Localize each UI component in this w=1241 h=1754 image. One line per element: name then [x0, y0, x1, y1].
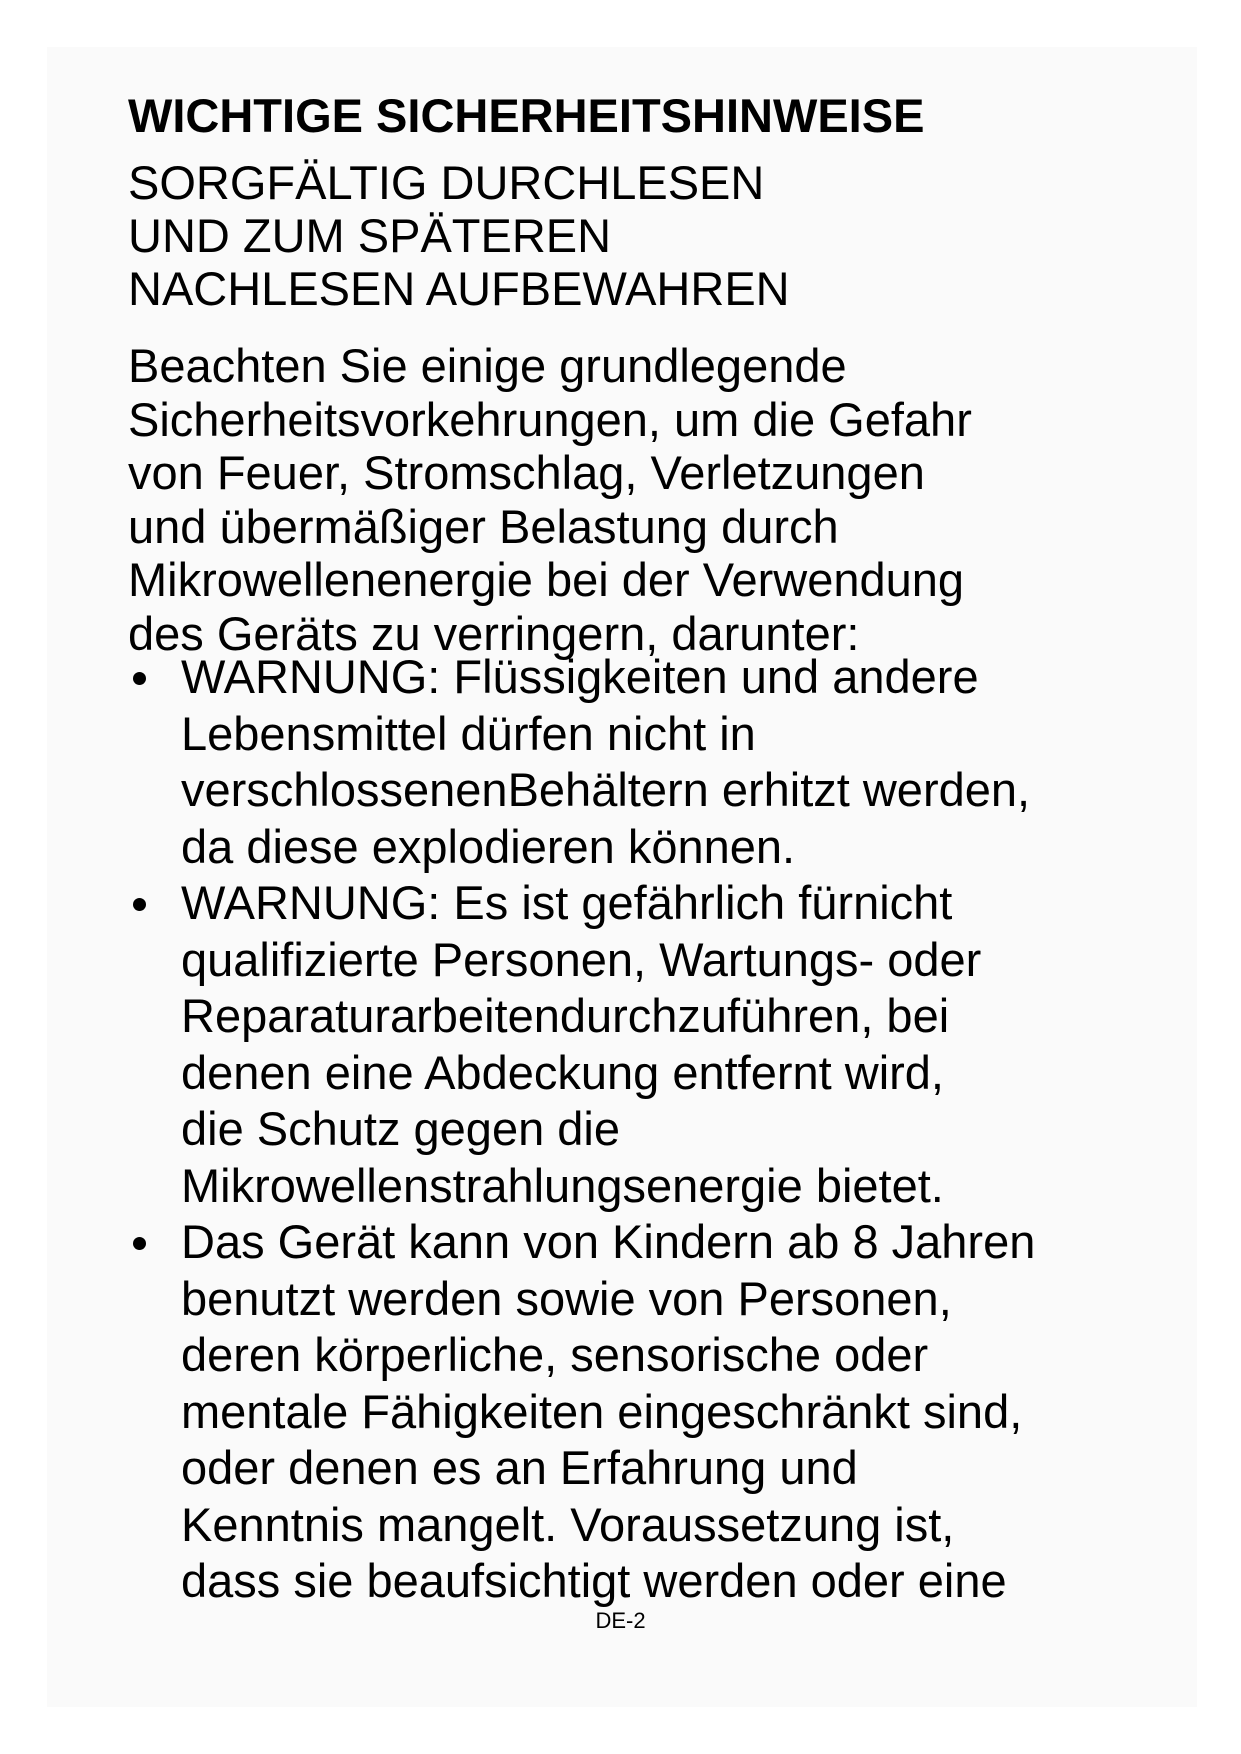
- bullet-icon: [133, 1237, 146, 1250]
- bullet-line: WARNUNG: Es ist gefährlich fürnicht: [181, 876, 953, 929]
- bullet-icon: [133, 898, 146, 911]
- bullet-text: [181, 1214, 1128, 1610]
- bullet-line: da diese explodieren können.: [181, 819, 796, 873]
- bullet-line: verschlossenenBehältern erhitzt werden,: [181, 763, 1031, 816]
- subtitle-line: UND ZUM SPÄTEREN: [128, 209, 612, 262]
- list-item: [128, 649, 1128, 875]
- intro-line: des Geräts zu verringern, darunter:: [128, 606, 860, 660]
- bullet-line: die Schutz gegen die: [181, 1102, 620, 1155]
- bullet-line: WARNUNG: Flüssigkeiten und andere: [181, 650, 979, 703]
- intro-line: Sicherheitsvorkehrungen, um die Gefahr: [128, 392, 972, 446]
- bullet-line: denen eine Abdeckung entfernt wird,: [181, 1045, 944, 1099]
- bullet-line: deren körperliche, sensorische oder: [181, 1328, 929, 1381]
- intro-line: Mikrowellenenergie bei der Verwendung: [128, 553, 965, 606]
- bullet-icon: [133, 672, 146, 685]
- bullet-line: Reparaturarbeitendurchzuführen, bei: [181, 989, 950, 1042]
- page-title: WICHTIGE SICHERHEITSHINWEISE: [128, 89, 925, 142]
- bullet-text: [181, 649, 1128, 875]
- subtitle: [128, 156, 1128, 315]
- subtitle-line: SORGFÄLTIG DURCHLESEN: [128, 156, 765, 209]
- list-item: [128, 1214, 1128, 1610]
- bullet-line: mentale Fähigkeiten eingeschränkt sind,: [181, 1384, 1023, 1438]
- bullet-line: dass sie beaufsichtigt werden oder eine: [181, 1554, 1007, 1607]
- list-item: [128, 875, 1128, 1214]
- bullet-line: Das Gerät kann von Kindern ab 8 Jahren: [181, 1215, 1036, 1268]
- bullet-line: qualifizierte Personen, Wartungs- oder: [181, 932, 982, 986]
- document-content: [128, 88, 1128, 1610]
- intro-line: und übermäßiger Belastung durch: [128, 499, 839, 553]
- bullet-line: benutzt werden sowie von Personen,: [181, 1271, 952, 1325]
- bullet-line: Lebensmittel dürfen nicht in: [181, 706, 756, 760]
- bullet-line: oder denen es an Erfahrung und: [181, 1441, 858, 1494]
- bullet-line: Kenntnis mangelt. Voraussetzung ist,: [181, 1497, 955, 1551]
- intro-paragraph: [128, 339, 1128, 660]
- intro-line: von Feuer, Stromschlag, Verletzungen: [128, 446, 925, 499]
- subtitle-line: NACHLESEN AUFBEWAHREN: [128, 262, 790, 315]
- bullet-text: [181, 875, 1128, 1214]
- page-number: DE-2: [595, 1608, 646, 1633]
- safety-bullet-list: [128, 649, 1128, 1610]
- bullet-line: Mikrowellenstrahlungsenergie bietet.: [181, 1158, 944, 1212]
- intro-line: Beachten Sie einige grundlegende: [128, 339, 847, 392]
